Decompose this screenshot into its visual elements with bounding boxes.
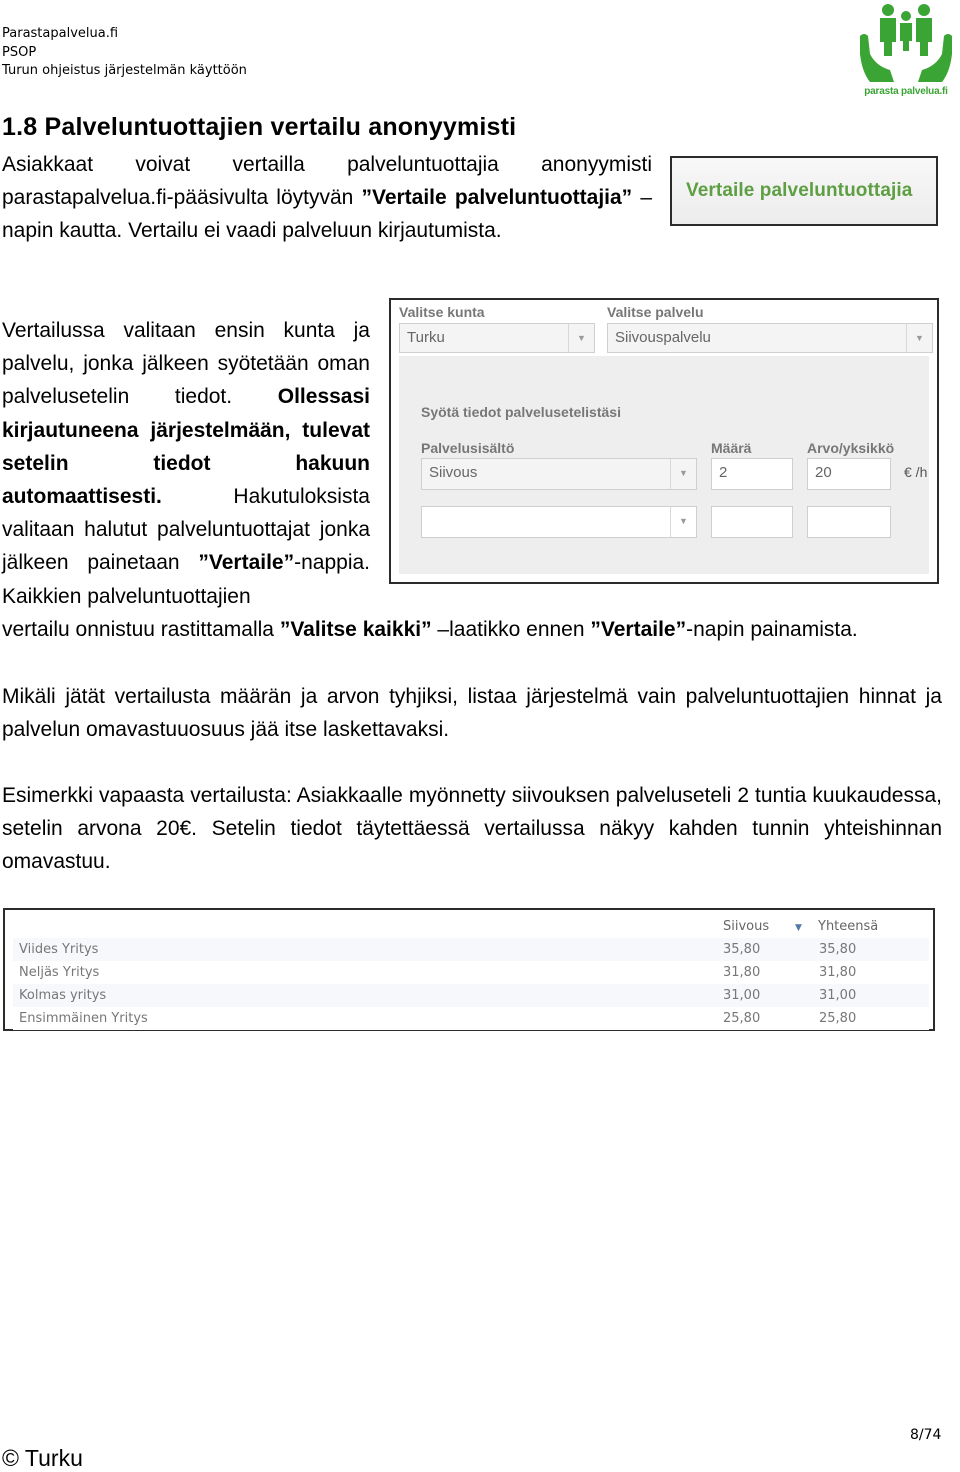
- comparison-text-3: -nappia. Kaikkien palveluntuottajien: [2, 551, 370, 608]
- sisalto-select-empty[interactable]: [421, 506, 697, 538]
- header-line-site: Parastapalvelua.fi: [2, 26, 119, 41]
- comparison-form-screenshot: [389, 298, 939, 584]
- palvelu-label: Valitse palvelu: [607, 304, 704, 320]
- intro-paragraph: [2, 148, 652, 248]
- total-price: 31,00: [819, 988, 857, 1003]
- example-paragraph: Esimerkki vapaasta vertailusta: Asiakkaalle myönnetty siivouksen palveluseteli 2 tuntia kuukaudessa, setelin arvona 20€. Setelin tiedot täytettäessä vertailussa näkyy kahden tunnin yhteishinnan omavastuu.: [2, 784, 942, 874]
- comparison-paragraph: [2, 314, 370, 613]
- arvo-input-empty[interactable]: [807, 506, 891, 538]
- select-all-bold-1: ”Valitse kaikki”: [279, 618, 432, 641]
- comparison-bold-1: Ollessasi kirjautuneena järjestelmään, tulevat setelin tiedot hakuun automaattisesti.: [2, 385, 370, 509]
- section-title: 1.8 Palveluntuottajien vertailu anonyymisti: [2, 113, 517, 141]
- maara-value: 2: [719, 464, 728, 481]
- compare-button-label: Vertaile palveluntuottajia: [686, 180, 913, 201]
- sort-desc-icon: ▼: [795, 923, 802, 933]
- intro-text-2: –napin kautta. Vertailu ei vaadi palveluun kirjautumista.: [2, 186, 653, 243]
- unit-label: € /h: [904, 464, 928, 480]
- chevron-down-icon: ▼: [670, 507, 696, 537]
- total-price: 31,80: [819, 965, 857, 980]
- form-top-area: [391, 300, 937, 360]
- table-row[interactable]: [13, 984, 929, 1007]
- total-price: 35,80: [819, 942, 857, 957]
- select-all-paragraph: [2, 613, 942, 646]
- sisalto-value: Siivous: [429, 464, 478, 481]
- document-header: [2, 25, 247, 81]
- arvo-label: Arvo/yksikkö: [807, 440, 895, 456]
- palvelu-value: Siivouspalvelu: [615, 329, 711, 346]
- empty-fields-paragraph: Mikäli jätät vertailusta määrän ja arvon tyhjiksi, listaa järjestelmä vain palveluntuottajien hinnat ja palvelun omavastuuosuus jää itse laskettavaksi.: [2, 685, 942, 742]
- total-price: 25,80: [819, 1011, 857, 1026]
- chevron-down-icon: ▼: [906, 324, 932, 352]
- comparison-text-1: Vertailussa valitaan ensin kunta ja palvelu, jonka jälkeen syötetään oman palvelusetelin tiedot.: [2, 319, 370, 409]
- header-line-subtitle: Turun ohjeistus järjestelmän käyttöön: [2, 63, 247, 78]
- provider-name: Kolmas yritys: [19, 988, 107, 1003]
- siivous-price: 25,80: [723, 1011, 761, 1026]
- sisalto-select[interactable]: [421, 458, 697, 490]
- people-hands-icon: [856, 2, 956, 88]
- voucher-section: [399, 356, 929, 574]
- compare-button-screenshot: [670, 156, 938, 226]
- maara-label: Määrä: [711, 440, 752, 456]
- arvo-value: 20: [815, 464, 832, 481]
- table-row[interactable]: [13, 961, 929, 984]
- intro-bold-button-name: ”Vertaile palveluntuottajia”: [361, 186, 633, 210]
- chevron-down-icon: ▼: [568, 324, 594, 352]
- column-yhteensa[interactable]: Yhteensä: [818, 919, 879, 934]
- kunta-select[interactable]: [399, 323, 595, 353]
- table-row[interactable]: [13, 1007, 929, 1030]
- kunta-label: Valitse kunta: [399, 304, 485, 320]
- select-all-bold-2: ”Vertaile”: [590, 618, 687, 641]
- header-line-project: PSOP: [2, 44, 37, 60]
- arvo-input[interactable]: [807, 458, 891, 490]
- table-row[interactable]: [13, 938, 929, 961]
- parastapalvelua-logo: [856, 2, 956, 102]
- select-all-text-3: -napin painamista.: [686, 618, 858, 641]
- comparison-bold-2: ”Vertaile”: [198, 551, 295, 575]
- results-header: [5, 910, 933, 938]
- maara-input-empty[interactable]: [711, 506, 793, 538]
- provider-name: Ensimmäinen Yritys: [19, 1011, 148, 1026]
- kunta-value: Turku: [407, 329, 445, 346]
- results-table-screenshot: [3, 908, 935, 1031]
- select-all-text-2: –laatikko ennen: [431, 618, 591, 641]
- select-all-text-1: vertailu onnistuu rastittamalla: [2, 618, 280, 641]
- siivous-price: 31,80: [723, 965, 761, 980]
- palvelu-select[interactable]: [607, 323, 933, 353]
- intro-text-1: Asiakkaat voivat vertailla palveluntuottajia anonyymisti parastapalvelua.fi-pääsivulta löytyvän: [2, 153, 652, 210]
- maara-input[interactable]: [711, 458, 793, 490]
- sisalto-label: Palvelusisältö: [421, 440, 515, 456]
- logo-text: parasta palvelua.fi: [864, 86, 948, 97]
- footer-copyright: © Turku: [2, 1445, 83, 1471]
- provider-name: Viides Yritys: [19, 942, 99, 957]
- voucher-section-label: Syötä tiedot palvelusetelistäsi: [421, 404, 621, 420]
- comparison-text-2: Hakutuloksista valitaan halutut palveluntuottajat jonka jälkeen painetaan: [2, 485, 370, 575]
- chevron-down-icon: ▼: [670, 459, 696, 489]
- provider-name: Neljäs Yritys: [19, 965, 100, 980]
- page-number: 8/74: [910, 1427, 942, 1443]
- column-siivous[interactable]: Siivous: [723, 919, 770, 934]
- siivous-price: 35,80: [723, 942, 761, 957]
- siivous-price: 31,00: [723, 988, 761, 1003]
